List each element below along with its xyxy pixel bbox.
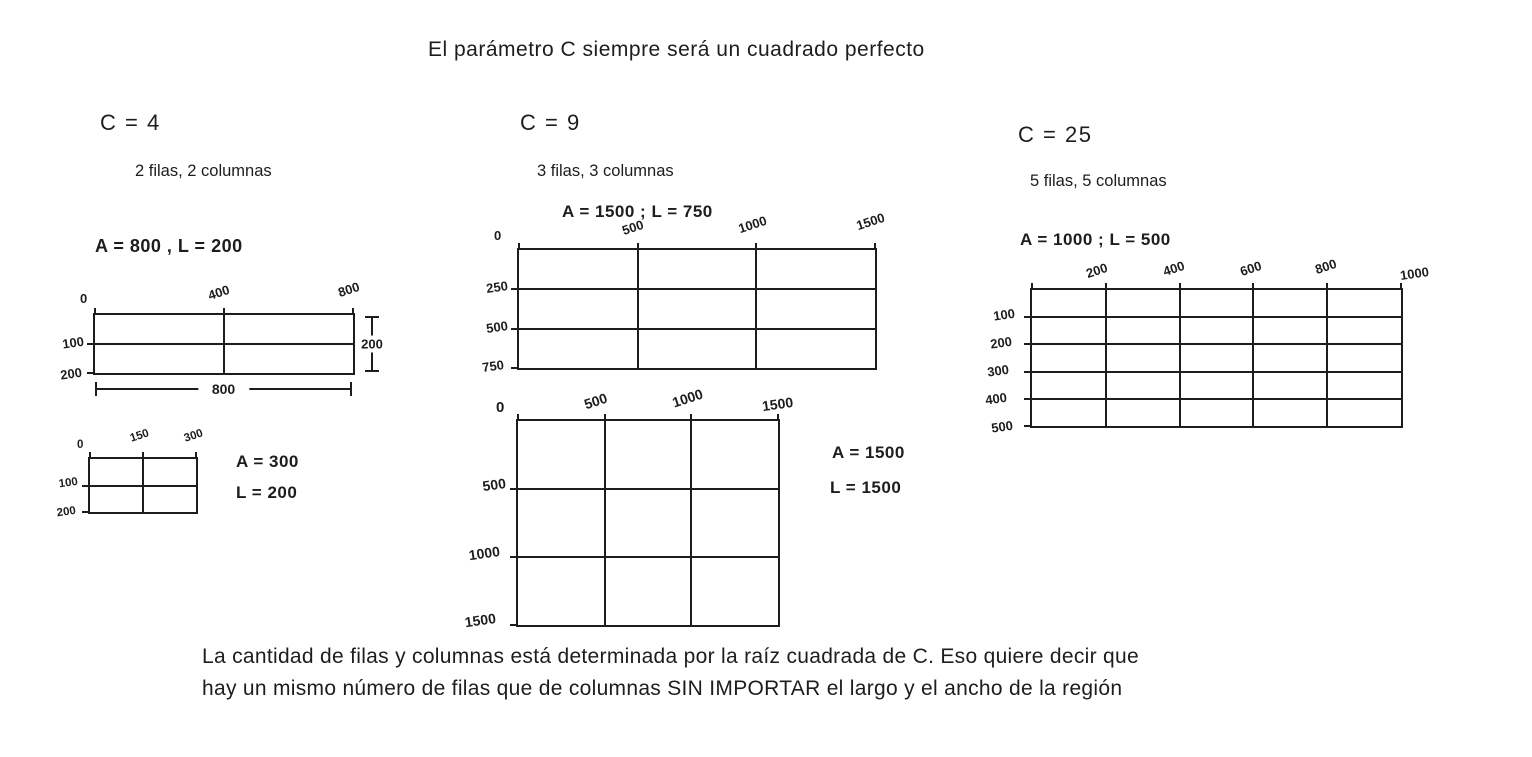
axis-tick [874,243,876,249]
grid-line [1032,343,1401,345]
axis-tick [511,367,518,369]
axis-tick-label: 300 [986,361,1010,380]
axis-tick-label: 150 [128,427,151,445]
axis-tick [87,372,94,374]
page-title: El parámetro C siempre será un cuadrado perfecto [428,38,925,61]
grid-line [1179,290,1181,426]
dimension-cap [365,370,379,372]
axis-tick [755,243,757,249]
axis-tick [82,485,89,487]
axis-tick [1024,371,1031,373]
grid-line [518,556,778,558]
axis-tick-label: 750 [481,357,505,376]
grid-line [1032,316,1401,318]
axis-tick-label: 500 [582,389,610,413]
axis-tick [518,243,520,249]
axis-tick-label: 1000 [736,212,769,237]
axis-tick [142,452,144,458]
section1-grid2-formula-a: A = 300 [236,452,299,471]
axis-tick-label: 200 [989,333,1013,352]
axis-tick [1024,398,1031,400]
grid-line [637,250,639,368]
grid-line [95,343,353,345]
axis-tick-label: 0 [494,228,502,243]
axis-tick-label: 0 [77,439,84,451]
axis-tick [1024,425,1031,427]
grid-c4-large [93,313,355,375]
grid-line [519,288,875,290]
axis-tick-label: 200 [59,364,83,383]
axis-tick-label: 500 [485,318,509,337]
axis-tick [604,414,606,420]
axis-tick [82,511,89,513]
width-dimension-value: 800 [198,381,249,397]
axis-tick-label: 0 [496,399,505,416]
axis-tick [94,308,96,314]
axis-tick [510,624,517,626]
axis-tick-label: 600 [1238,258,1264,279]
axis-tick [510,488,517,490]
section3-dims-label: 5 filas, 5 columnas [1030,172,1167,190]
axis-tick-label: 1500 [854,209,887,234]
section1-grid2-formula-l: L = 200 [236,483,298,502]
axis-tick-label: 1000 [670,385,705,411]
axis-tick-label: 1500 [761,393,795,415]
axis-tick-label: 100 [61,333,85,352]
axis-tick [637,243,639,249]
axis-tick [87,343,94,345]
axis-tick [1031,283,1033,289]
section2-dims-label: 3 filas, 3 columnas [537,162,674,180]
section1-dims-label: 2 filas, 2 columnas [135,162,272,180]
axis-tick-label: 1500 [463,610,497,631]
grid-line [690,421,692,625]
axis-tick [195,452,197,458]
section1-grid1-formula: A = 800 , L = 200 [95,236,243,256]
axis-tick-label: 400 [206,282,232,303]
axis-tick [517,414,519,420]
axis-tick [1179,283,1181,289]
axis-tick-label: 100 [58,475,79,491]
axis-tick [1105,283,1107,289]
axis-tick-label: 0 [80,291,88,306]
axis-tick-label: 400 [984,389,1008,408]
grid-c9-square [516,419,780,627]
axis-tick [223,308,225,314]
axis-tick [89,452,91,458]
section2-grid2-formula-l: L = 1500 [830,478,902,497]
axis-tick-label: 200 [1084,260,1110,281]
grid-line [518,488,778,490]
grid-c9-wide [517,248,877,370]
grid-line [755,250,757,368]
axis-tick [511,328,518,330]
dimension-cap [365,316,379,318]
section2-grid1-formula: A = 1500 ; L = 750 [562,202,713,221]
axis-tick-label: 500 [620,217,646,238]
grid-line [604,421,606,625]
height-dimension-value: 200 [358,336,386,353]
axis-tick-label: 1000 [1399,264,1430,283]
axis-tick [1400,283,1402,289]
grid-c4-small [88,457,198,514]
grid-line [519,328,875,330]
axis-tick-label: 800 [336,279,362,300]
axis-tick-label: 400 [1161,258,1187,279]
grid-line [1032,398,1401,400]
grid-line [1252,290,1254,426]
axis-tick [1326,283,1328,289]
axis-tick-label: 500 [990,417,1014,436]
section3-grid-formula: A = 1000 ; L = 500 [1020,230,1171,249]
dimension-cap [350,382,352,396]
footer-line-1: La cantidad de filas y columnas está determinada por la raíz cuadrada de C. Eso quiere decir que [202,645,1139,668]
axis-tick-label: 1000 [467,543,501,564]
axis-tick-label: 300 [182,427,205,445]
footer-line-2: hay un mismo número de filas que de columnas SIN IMPORTAR el largo y el ancho de la región [202,677,1123,700]
axis-tick [777,414,779,420]
grid-c25 [1030,288,1403,428]
grid-line [1105,290,1107,426]
axis-tick [690,414,692,420]
axis-tick-label: 200 [56,504,77,520]
section2-c-label: C = 9 [520,110,581,135]
width-dimension-marker [95,381,352,397]
axis-tick [352,308,354,314]
axis-tick-label: 800 [1313,256,1339,277]
axis-tick-label: 100 [992,305,1016,324]
axis-tick [1252,283,1254,289]
grid-line [1326,290,1328,426]
height-dimension-marker [363,316,381,372]
grid-line [1032,371,1401,373]
section2-grid2-formula-a: A = 1500 [832,443,905,462]
axis-tick [510,556,517,558]
axis-tick [511,288,518,290]
section3-c-label: C = 25 [1018,122,1093,147]
axis-tick-label: 500 [481,475,507,495]
grid-line [90,485,196,487]
axis-tick [1024,343,1031,345]
axis-tick [1024,316,1031,318]
axis-tick-label: 250 [485,278,509,297]
section1-c-label: C = 4 [100,110,161,135]
dimension-cap [95,382,97,396]
